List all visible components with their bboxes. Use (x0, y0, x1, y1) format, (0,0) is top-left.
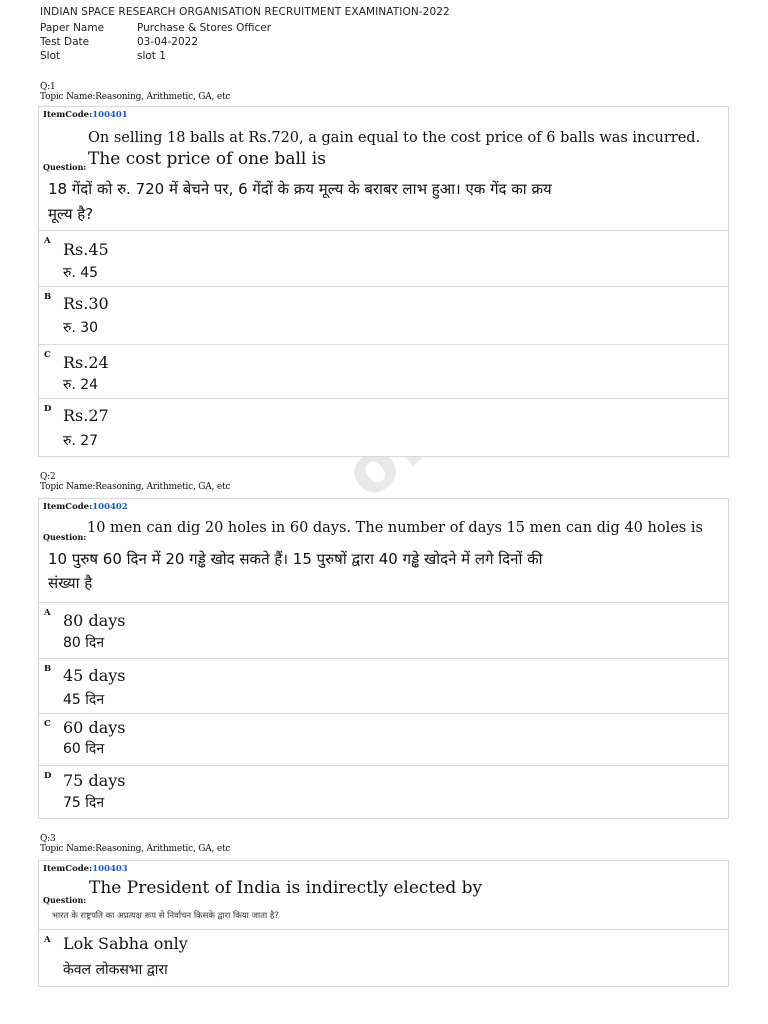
paper-name-row (40, 21, 450, 35)
option-a[interactable] (39, 602, 728, 658)
option-d[interactable] (39, 765, 728, 818)
exam-title: INDIAN SPACE RESEARCH ORGANISATION RECRUITMENT EXAMINATION-2022 (40, 6, 450, 18)
option-text-en: 45 days (63, 666, 126, 685)
question-box (38, 106, 729, 457)
question-text-hi: भारत के राष्ट्रपति का अप्रत्यक्ष रूप से निर्वाचन किसके द्वारा किया जाता है? (52, 911, 279, 921)
paper-name-key: Paper Name (40, 22, 105, 34)
question-text-hi-2: संख्या है (48, 574, 93, 592)
option-text-en: 60 days (63, 718, 126, 737)
option-text-hi: रु. 27 (63, 433, 99, 449)
option-text-en: Rs.24 (63, 353, 109, 372)
question-number: Q:3 (40, 834, 56, 844)
option-text-hi: रु. 45 (63, 265, 99, 281)
question-text-en: On selling 18 balls at Rs.720, a gain equal to the cost price of 6 balls was incurred. (88, 130, 701, 146)
option-text-hi: 45 दिन (63, 692, 105, 708)
item-code (43, 864, 128, 874)
question-text-hi: 18 गेंदों को रु. 720 में बेचने पर, 6 गेंदों के क्रय मूल्य के बराबर लाभ हुआ। एक गेंद का क्रय (48, 180, 552, 198)
option-letter: B (44, 664, 52, 674)
test-date-key: Test Date (40, 36, 90, 48)
option-text-hi: केवल लोकसभा द्वारा (63, 962, 168, 978)
item-code-label: ItemCode: (43, 864, 93, 874)
option-letter: C (44, 350, 51, 360)
question-meta (40, 834, 230, 854)
question-number: Q:2 (40, 472, 56, 482)
item-code-label: ItemCode: (43, 110, 93, 120)
question-text-hi: 10 पुरुष 60 दिन में 20 गड्ढे खोद सकते हैं। 15 पुरुषों द्वारा 40 गड्ढे खोदने में लगे दिनों की (48, 550, 543, 568)
option-letter: A (44, 935, 51, 945)
item-code (43, 502, 128, 512)
exam-header (40, 6, 450, 63)
paper-name-value: Purchase & Stores Officer (137, 22, 272, 34)
topic-name: Topic Name:Reasoning, Arithmetic, GA, etc (40, 482, 231, 492)
question-text-en-2: The cost price of one ball is (88, 149, 326, 169)
option-text-hi: 80 दिन (63, 635, 105, 651)
test-date-row (40, 35, 450, 49)
option-c[interactable] (39, 344, 728, 398)
test-date-value: 03-04-2022 (137, 36, 199, 48)
topic-name: Topic Name:Reasoning, Arithmetic, GA, etc (40, 844, 231, 854)
option-d[interactable] (39, 398, 728, 456)
option-a[interactable] (39, 230, 728, 286)
option-c[interactable] (39, 713, 728, 765)
option-text-en: 80 days (63, 611, 126, 630)
option-text-en: Rs.30 (63, 294, 109, 313)
item-code-value: 100401 (92, 110, 128, 120)
option-text-en: Rs.45 (63, 240, 109, 259)
item-code (43, 110, 128, 120)
question-meta (40, 472, 230, 492)
slot-row (40, 49, 450, 63)
option-letter: D (44, 404, 52, 414)
item-code-label: ItemCode: (43, 502, 93, 512)
question-box (38, 498, 729, 819)
item-code-value: 100403 (92, 864, 128, 874)
option-b[interactable] (39, 286, 728, 344)
question-box (38, 860, 729, 987)
option-text-en: Lok Sabha only (63, 934, 188, 953)
option-letter: C (44, 719, 51, 729)
question-number: Q:1 (40, 82, 56, 92)
option-letter: D (44, 771, 52, 781)
question-text-en: 10 men can dig 20 holes in 60 days. The number of days 15 men can dig 40 holes is (87, 520, 703, 536)
option-text-hi: 60 दिन (63, 741, 105, 757)
question-label: Question: (43, 895, 87, 905)
option-text-hi: रु. 24 (63, 377, 99, 393)
question-meta (40, 82, 230, 102)
option-text-hi: 75 दिन (63, 795, 105, 811)
question-text-en: The President of India is indirectly elected by (89, 878, 483, 898)
option-letter: A (44, 236, 51, 246)
slot-key: Slot (40, 50, 61, 62)
question-label: Question: (43, 532, 87, 542)
option-b[interactable] (39, 658, 728, 713)
question-text-hi-2: मूल्य है? (48, 205, 94, 223)
option-text-en: Rs.27 (63, 406, 109, 425)
option-letter: A (44, 608, 51, 618)
option-a[interactable] (39, 929, 728, 986)
item-code-value: 100402 (92, 502, 128, 512)
slot-value: slot 1 (137, 50, 166, 62)
option-text-hi: रु. 30 (63, 320, 99, 336)
topic-name: Topic Name:Reasoning, Arithmetic, GA, etc (40, 92, 231, 102)
option-text-en: 75 days (63, 771, 126, 790)
option-letter: B (44, 292, 52, 302)
question-label: Question: (43, 162, 87, 172)
